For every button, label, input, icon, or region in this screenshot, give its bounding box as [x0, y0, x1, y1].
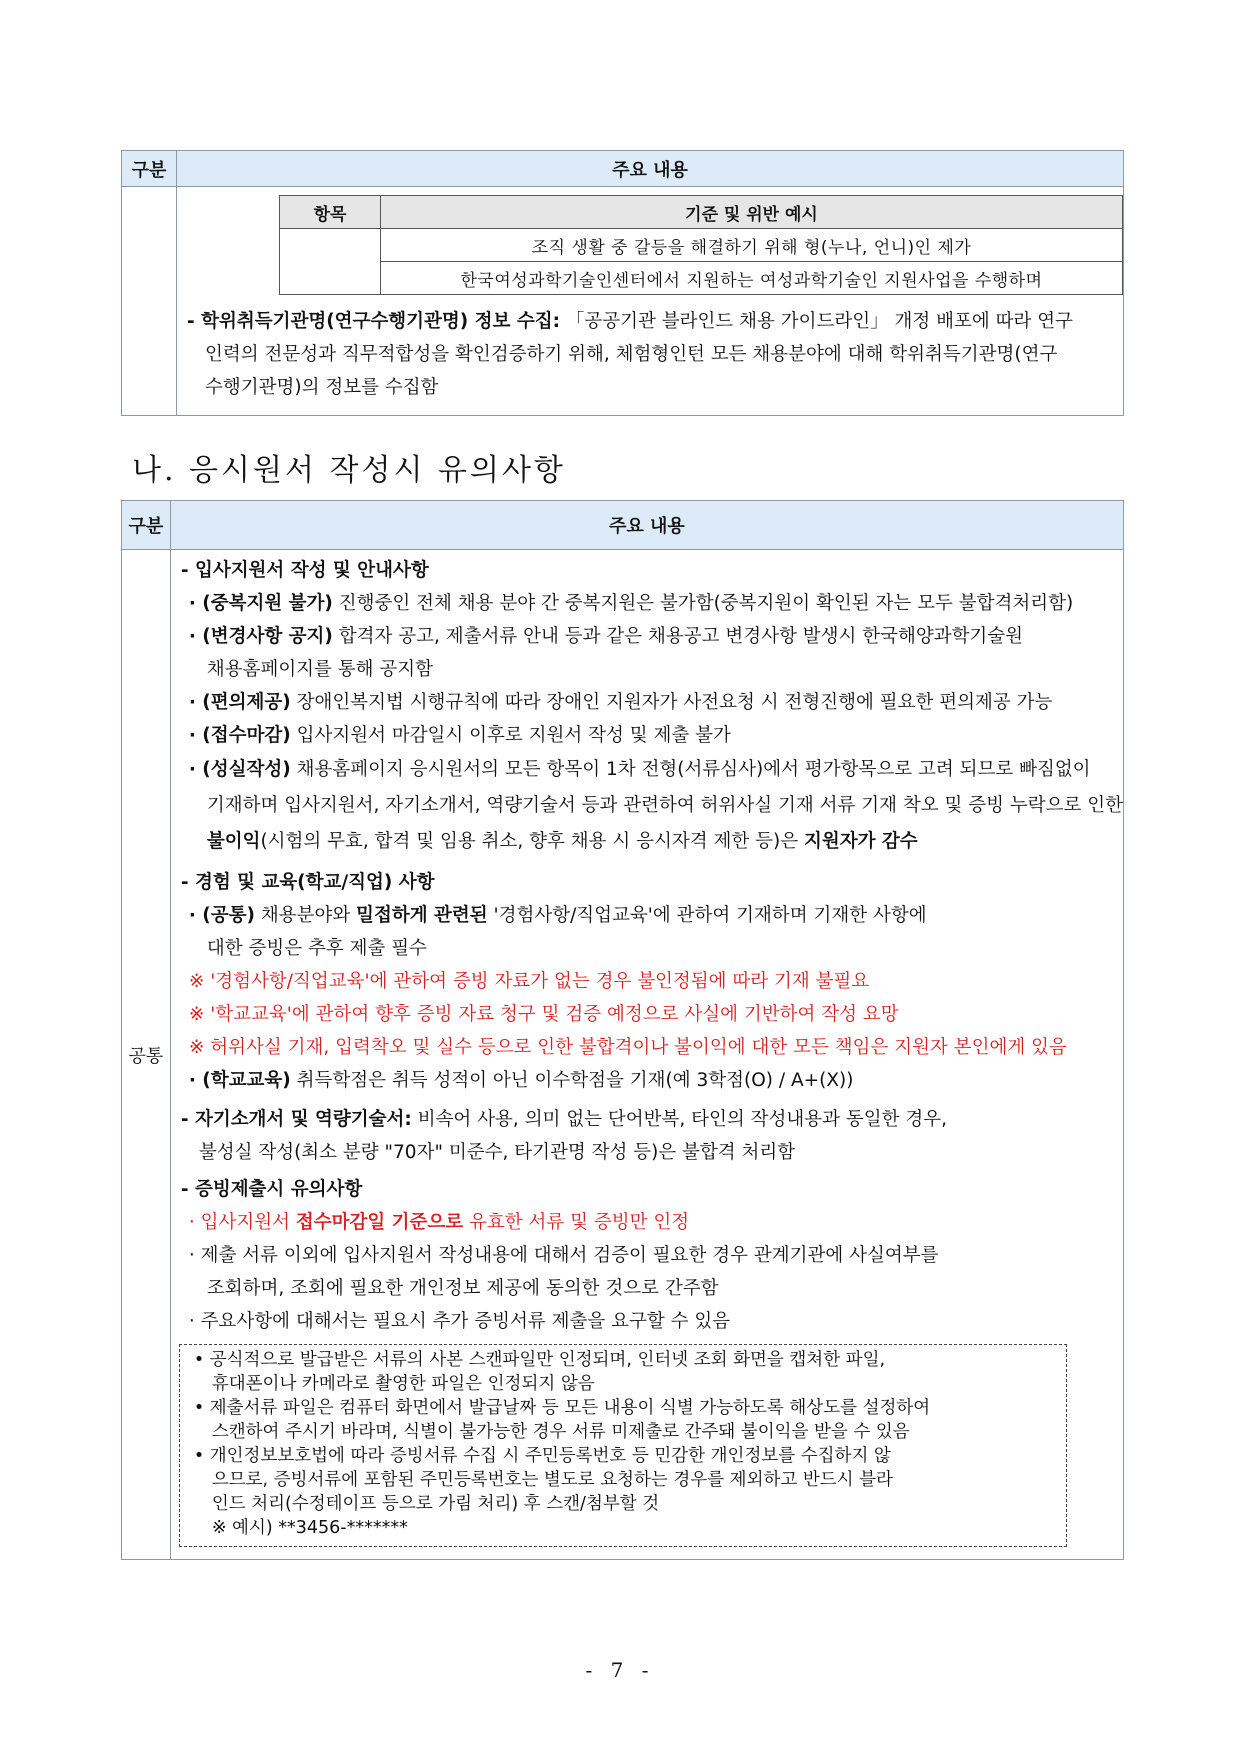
degree-info-line: 수행기관명)의 정보를 수집함	[205, 377, 439, 398]
red-note: ※ '경험사항/직업교육'에 관하여 증빙 자료가 없는 경우 불인정됨에 따라 기재 불필요	[188, 971, 870, 992]
evidence-notes-box	[179, 1344, 1067, 1547]
item-deadline: · (접수마감) 입사지원서 마감일시 이후로 지원서 작성 및 제출 불가	[188, 725, 731, 746]
header-content: 주요 내용	[177, 151, 1124, 187]
col-criteria: 기준 및 위반 예시	[381, 196, 1123, 229]
item-honest-cont: 불이익(시험의 무효, 합격 및 임용 취소, 향후 채용 시 응시자격 제한 등)은 지원자가 감수	[206, 831, 918, 852]
item-convenience: · (편의제공) 장애인복지법 시행규칙에 따라 장애인 지원자가 사전요청 시 전형진행에 필요한 편의제공 가능	[188, 692, 1053, 713]
item-honest: · (성실작성) 채용홈페이지 응시원서의 모든 항목이 1차 전형(서류심사)에서 평가항목으로 고려 되므로 빠짐없이	[188, 759, 1091, 780]
evidence-verify-cont: 조회하며, 조회에 필요한 개인정보 제공에 동의한 것으로 간주함	[206, 1278, 719, 1299]
note-line: • 공식적으로 발급받은 서류의 사본 스캔파일만 인정되며, 인터넷 조회 화면을 캡쳐한 파일,	[193, 1350, 886, 1370]
category-cell-empty	[122, 187, 177, 416]
note-line: 인드 처리(수정테이프 등으로 가림 처리) 후 스캔/첨부할 것	[211, 1494, 660, 1514]
item-honest-cont: 기재하며 입사지원서, 자기소개서, 역량기술서 등과 관련하여 허위사실 기재 서류 기재 착오 및 증빙 누락으로 인한	[206, 795, 1123, 816]
item-no-duplicate: · (중복지원 불가) 진행중인 전체 채용 분야 간 중복지원은 불가함(중복지원이 확인된 자는 모두 불합격처리함)	[188, 593, 1074, 614]
example-row: 조직 생활 중 갈등을 해결하기 위해 형(누나, 언니)인 제가	[381, 229, 1123, 262]
red-note: ※ 허위사실 기재, 입력착오 및 실수 등으로 인한 불합격이나 불이익에 대한 모든 책임은 지원자 본인에게 있음	[188, 1037, 1067, 1058]
degree-info-line: 인력의 전문성과 직무적합성을 확인검증하기 위해, 체험형인턴 모든 채용분야에 대해 학위취득기관명(연구	[205, 344, 1058, 365]
content-cell	[177, 187, 1124, 416]
section-evidence-heading: - 증빙제출시 유의사항	[180, 1179, 363, 1200]
section-self-intro: - 자기소개서 및 역량기술서: 비속어 사용, 의미 없는 단어반복, 타인의 작성내용과 동일한 경우,	[180, 1109, 948, 1130]
evidence-valid: · 입사지원서 접수마감일 기준으로 유효한 서류 및 증빙만 인정	[188, 1212, 690, 1233]
section-experience-heading: - 경험 및 교육(학교/직업) 사항	[180, 872, 435, 893]
note-line: • 개인정보보호법에 따라 증빙서류 수집 시 주민등록번호 등 민감한 개인정보를 수집하지 않	[193, 1446, 891, 1466]
note-line: • 제출서류 파일은 컴퓨터 화면에서 발급날짜 등 모든 내용이 식별 가능하도록 해상도를 설정하여	[193, 1398, 931, 1418]
section-application-heading: - 입사지원서 작성 및 안내사항	[180, 560, 429, 581]
degree-info: - 학위취득기관명(연구수행기관명) 정보 수집: 「공공기관 블라인드 채용 가이드라인」 개정 배포에 따라 연구 인력의 전문성과 직무적합성을 확인검증하기 위해, 체험형인턴 모든 채용분야에 대해 학위취득기관명(연구 수행기관명)의 정보를 수집함	[177, 305, 1123, 404]
category-common: 공통	[122, 550, 171, 1560]
content-cell	[170, 550, 1123, 1560]
self-intro-cont: 불성실 작성(최소 분량 "70자" 미준수, 타기관명 작성 등)은 불합격 처리함	[198, 1142, 796, 1163]
col-item: 항목	[280, 196, 381, 229]
item-common-cont: 대한 증빙은 추후 제출 필수	[206, 938, 427, 959]
table-continued	[121, 150, 1124, 416]
evidence-verify: · 제출 서류 이외에 입사지원서 작성내용에 대해서 검증이 필요한 경우 관계기관에 사실여부를	[188, 1245, 939, 1266]
item-school: · (학교교육) 취득학점은 취득 성적이 아닌 이수학점을 기재(예 3학점(O) / A+(X))	[188, 1070, 854, 1091]
section-title: 나. 응시원서 작성시 유의사항	[132, 453, 566, 488]
example-row: 한국여성과학기술인센터에서 지원하는 여성과학기술인 지원사업을 수행하며	[381, 262, 1123, 295]
note-line: 휴대폰이나 카메라로 촬영한 파일은 인정되지 않음	[211, 1374, 595, 1394]
item-change-notice-cont: 채용홈페이지를 통해 공지함	[206, 659, 434, 680]
note-line: 으므로, 증빙서류에 포함된 주민등록번호는 별도로 요청하는 경우를 제외하고 반드시 블라	[211, 1470, 893, 1490]
degree-info-heading: - 학위취득기관명(연구수행기관명) 정보 수집:	[187, 311, 560, 332]
note-line: 스캔하여 주시기 바라며, 식별이 불가능한 경우 서류 미제출로 간주돼 불이익을 받을 수 있음	[211, 1422, 910, 1442]
item-cell	[280, 229, 381, 295]
evidence-additional: · 주요사항에 대해서는 필요시 추가 증빙서류 제출을 요구할 수 있음	[188, 1311, 731, 1332]
item-change-notice: · (변경사항 공지) 합격자 공고, 제출서류 안내 등과 같은 채용공고 변경사항 발생시 한국해양과학기술원	[188, 626, 1024, 647]
page-number: - 7 -	[585, 1658, 655, 1682]
notice-table	[121, 500, 1124, 1560]
header-content: 주요 내용	[170, 501, 1123, 550]
example-note: ※ 예시) **3456-*******	[211, 1518, 408, 1538]
red-note: ※ '학교교육'에 관하여 향후 증빙 자료 청구 및 검증 예정으로 사실에 기반하여 작성 요망	[188, 1004, 899, 1025]
header-category: 구분	[122, 501, 171, 550]
header-category: 구분	[122, 151, 177, 187]
criteria-table	[279, 195, 1123, 295]
item-common: · (공통) 채용분야와 밀접하게 관련된 '경험사항/직업교육'에 관하여 기재하며 기재한 사항에	[188, 905, 927, 926]
